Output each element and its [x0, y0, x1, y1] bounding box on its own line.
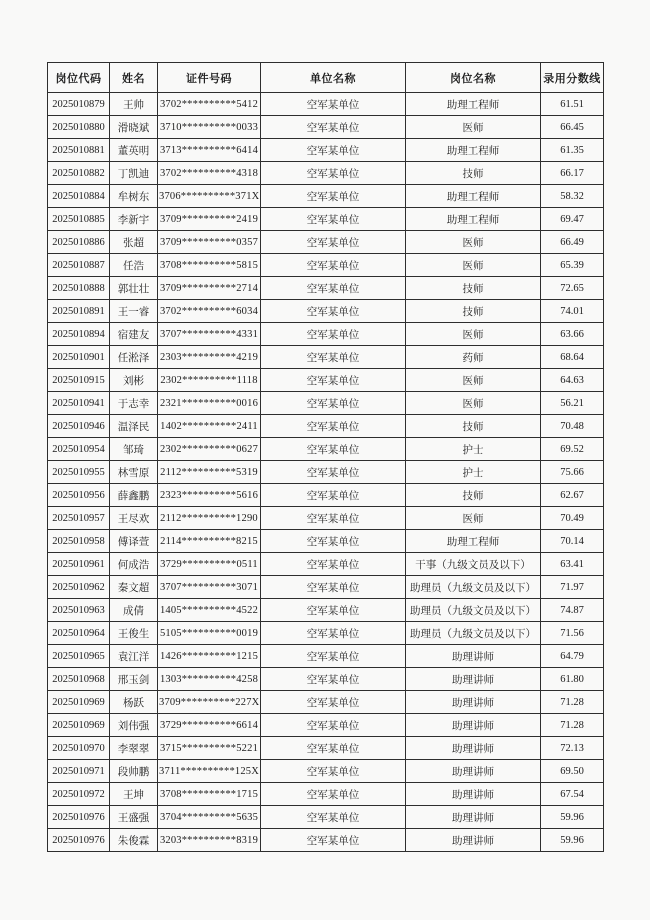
cell-name: 朱俊霖	[110, 829, 158, 852]
table-row	[48, 438, 604, 461]
cell-id_number: 3707**********3071	[158, 576, 261, 599]
cell-id_number: 3709**********2714	[158, 277, 261, 300]
cell-id_number: 3702**********6034	[158, 300, 261, 323]
table-row	[48, 139, 604, 162]
cell-code: 2025010955	[48, 461, 110, 484]
cell-unit: 空军某单位	[261, 783, 406, 806]
table-row	[48, 806, 604, 829]
cell-position: 医师	[406, 323, 541, 346]
cell-unit: 空军某单位	[261, 484, 406, 507]
table-row	[48, 737, 604, 760]
table-row	[48, 392, 604, 415]
cell-unit: 空军某单位	[261, 645, 406, 668]
table-row	[48, 369, 604, 392]
cell-score: 61.51	[541, 93, 604, 116]
cell-position: 技师	[406, 300, 541, 323]
cell-unit: 空军某单位	[261, 139, 406, 162]
cell-id_number: 2303**********4219	[158, 346, 261, 369]
cell-score: 66.17	[541, 162, 604, 185]
table-row	[48, 507, 604, 530]
recruitment-score-table	[47, 62, 604, 852]
cell-position: 助理讲师	[406, 645, 541, 668]
cell-position: 助理讲师	[406, 668, 541, 691]
cell-position: 助理员（九级文员及以下）	[406, 599, 541, 622]
cell-position: 护士	[406, 461, 541, 484]
cell-unit: 空军某单位	[261, 438, 406, 461]
cell-score: 63.66	[541, 323, 604, 346]
table-row	[48, 461, 604, 484]
cell-position: 医师	[406, 254, 541, 277]
cell-id_number: 3203**********8319	[158, 829, 261, 852]
cell-unit: 空军某单位	[261, 507, 406, 530]
cell-unit: 空军某单位	[261, 254, 406, 277]
cell-name: 王坤	[110, 783, 158, 806]
table-row	[48, 530, 604, 553]
cell-unit: 空军某单位	[261, 622, 406, 645]
cell-position: 助理讲师	[406, 829, 541, 852]
cell-code: 2025010946	[48, 415, 110, 438]
cell-score: 61.80	[541, 668, 604, 691]
cell-id_number: 2302**********0627	[158, 438, 261, 461]
cell-code: 2025010879	[48, 93, 110, 116]
table-row	[48, 346, 604, 369]
cell-name: 刘伟强	[110, 714, 158, 737]
table-row	[48, 277, 604, 300]
cell-name: 傅译萱	[110, 530, 158, 553]
table-row	[48, 162, 604, 185]
cell-score: 69.52	[541, 438, 604, 461]
cell-position: 医师	[406, 116, 541, 139]
cell-code: 2025010964	[48, 622, 110, 645]
cell-code: 2025010941	[48, 392, 110, 415]
cell-code: 2025010968	[48, 668, 110, 691]
cell-id_number: 3702**********5412	[158, 93, 261, 116]
col-header-code: 岗位代码	[48, 63, 110, 93]
table-row	[48, 553, 604, 576]
cell-unit: 空军某单位	[261, 323, 406, 346]
cell-score: 59.96	[541, 829, 604, 852]
table-row	[48, 714, 604, 737]
cell-code: 2025010881	[48, 139, 110, 162]
table-row	[48, 300, 604, 323]
cell-id_number: 3704**********5635	[158, 806, 261, 829]
cell-name: 王帅	[110, 93, 158, 116]
cell-name: 薛鑫鹏	[110, 484, 158, 507]
cell-name: 邹琦	[110, 438, 158, 461]
cell-unit: 空军某单位	[261, 829, 406, 852]
cell-unit: 空军某单位	[261, 760, 406, 783]
cell-code: 2025010886	[48, 231, 110, 254]
cell-position: 助理工程师	[406, 139, 541, 162]
cell-unit: 空军某单位	[261, 691, 406, 714]
cell-score: 71.97	[541, 576, 604, 599]
cell-score: 61.35	[541, 139, 604, 162]
cell-score: 59.96	[541, 806, 604, 829]
cell-name: 郭壮壮	[110, 277, 158, 300]
table-row	[48, 116, 604, 139]
table-row	[48, 645, 604, 668]
col-header-id-number: 证件号码	[158, 63, 261, 93]
cell-name: 温泽民	[110, 415, 158, 438]
cell-id_number: 3709**********0357	[158, 231, 261, 254]
cell-name: 李翠翠	[110, 737, 158, 760]
table-row	[48, 829, 604, 852]
cell-score: 70.48	[541, 415, 604, 438]
cell-id_number: 3729**********6614	[158, 714, 261, 737]
cell-code: 2025010880	[48, 116, 110, 139]
cell-name: 成倩	[110, 599, 158, 622]
cell-id_number: 2112**********5319	[158, 461, 261, 484]
cell-position: 药师	[406, 346, 541, 369]
cell-position: 医师	[406, 392, 541, 415]
cell-position: 干事（九级文员及以下）	[406, 553, 541, 576]
cell-position: 助理讲师	[406, 737, 541, 760]
cell-unit: 空军某单位	[261, 806, 406, 829]
cell-name: 宿建友	[110, 323, 158, 346]
table-row	[48, 323, 604, 346]
table-body	[48, 93, 604, 852]
cell-name: 任淞泽	[110, 346, 158, 369]
cell-unit: 空军某单位	[261, 346, 406, 369]
cell-code: 2025010970	[48, 737, 110, 760]
cell-code: 2025010901	[48, 346, 110, 369]
cell-id_number: 3710**********0033	[158, 116, 261, 139]
cell-unit: 空军某单位	[261, 300, 406, 323]
cell-unit: 空军某单位	[261, 185, 406, 208]
cell-code: 2025010958	[48, 530, 110, 553]
cell-position: 技师	[406, 415, 541, 438]
table-row	[48, 691, 604, 714]
cell-unit: 空军某单位	[261, 277, 406, 300]
cell-code: 2025010963	[48, 599, 110, 622]
cell-code: 2025010954	[48, 438, 110, 461]
cell-position: 助理讲师	[406, 783, 541, 806]
cell-id_number: 3709**********227X	[158, 691, 261, 714]
cell-name: 王尽欢	[110, 507, 158, 530]
cell-name: 杨跃	[110, 691, 158, 714]
cell-id_number: 3708**********5815	[158, 254, 261, 277]
col-header-position: 岗位名称	[406, 63, 541, 93]
cell-score: 71.56	[541, 622, 604, 645]
cell-score: 74.87	[541, 599, 604, 622]
cell-unit: 空军某单位	[261, 392, 406, 415]
cell-code: 2025010961	[48, 553, 110, 576]
cell-score: 70.49	[541, 507, 604, 530]
col-header-score: 录用分数线	[541, 63, 604, 93]
cell-id_number: 3706**********371X	[158, 185, 261, 208]
cell-unit: 空军某单位	[261, 714, 406, 737]
table-row	[48, 484, 604, 507]
cell-name: 王俊生	[110, 622, 158, 645]
cell-score: 74.01	[541, 300, 604, 323]
table-header-row	[48, 63, 604, 93]
table-row	[48, 783, 604, 806]
cell-name: 段帅鹏	[110, 760, 158, 783]
cell-name: 秦文超	[110, 576, 158, 599]
cell-score: 62.67	[541, 484, 604, 507]
cell-unit: 空军某单位	[261, 668, 406, 691]
cell-name: 林雪原	[110, 461, 158, 484]
table-row	[48, 760, 604, 783]
cell-score: 67.54	[541, 783, 604, 806]
cell-id_number: 1402**********2411	[158, 415, 261, 438]
cell-id_number: 3708**********1715	[158, 783, 261, 806]
cell-name: 袁江洋	[110, 645, 158, 668]
cell-code: 2025010894	[48, 323, 110, 346]
cell-score: 70.14	[541, 530, 604, 553]
table-row	[48, 576, 604, 599]
cell-id_number: 1303**********4258	[158, 668, 261, 691]
cell-id_number: 1426**********1215	[158, 645, 261, 668]
cell-unit: 空军某单位	[261, 461, 406, 484]
cell-position: 助理工程师	[406, 208, 541, 231]
table-row	[48, 231, 604, 254]
cell-unit: 空军某单位	[261, 737, 406, 760]
cell-score: 71.28	[541, 691, 604, 714]
cell-id_number: 3715**********5221	[158, 737, 261, 760]
table-row	[48, 599, 604, 622]
cell-position: 技师	[406, 484, 541, 507]
cell-name: 丁凯迪	[110, 162, 158, 185]
cell-position: 助理员（九级文员及以下）	[406, 622, 541, 645]
cell-id_number: 5105**********0019	[158, 622, 261, 645]
cell-position: 助理工程师	[406, 93, 541, 116]
cell-score: 75.66	[541, 461, 604, 484]
cell-name: 滑晓斌	[110, 116, 158, 139]
cell-id_number: 2112**********1290	[158, 507, 261, 530]
cell-unit: 空军某单位	[261, 116, 406, 139]
cell-score: 72.13	[541, 737, 604, 760]
cell-id_number: 3729**********0511	[158, 553, 261, 576]
cell-score: 66.49	[541, 231, 604, 254]
cell-id_number: 2321**********0016	[158, 392, 261, 415]
cell-score: 64.79	[541, 645, 604, 668]
cell-code: 2025010976	[48, 829, 110, 852]
cell-unit: 空军某单位	[261, 553, 406, 576]
cell-score: 63.41	[541, 553, 604, 576]
cell-code: 2025010888	[48, 277, 110, 300]
col-header-name: 姓名	[110, 63, 158, 93]
cell-code: 2025010956	[48, 484, 110, 507]
cell-score: 66.45	[541, 116, 604, 139]
cell-code: 2025010891	[48, 300, 110, 323]
cell-code: 2025010885	[48, 208, 110, 231]
cell-code: 2025010962	[48, 576, 110, 599]
cell-position: 助理讲师	[406, 806, 541, 829]
cell-score: 64.63	[541, 369, 604, 392]
cell-unit: 空军某单位	[261, 93, 406, 116]
cell-code: 2025010882	[48, 162, 110, 185]
cell-score: 69.50	[541, 760, 604, 783]
cell-unit: 空军某单位	[261, 231, 406, 254]
cell-name: 董英明	[110, 139, 158, 162]
cell-name: 王盛强	[110, 806, 158, 829]
cell-position: 技师	[406, 277, 541, 300]
cell-score: 58.32	[541, 185, 604, 208]
cell-code: 2025010887	[48, 254, 110, 277]
cell-unit: 空军某单位	[261, 208, 406, 231]
cell-score: 72.65	[541, 277, 604, 300]
cell-position: 助理工程师	[406, 185, 541, 208]
cell-position: 助理讲师	[406, 714, 541, 737]
cell-position: 医师	[406, 507, 541, 530]
table-row	[48, 185, 604, 208]
cell-name: 于志幸	[110, 392, 158, 415]
table-row	[48, 208, 604, 231]
cell-code: 2025010969	[48, 714, 110, 737]
cell-unit: 空军某单位	[261, 599, 406, 622]
cell-position: 助理员（九级文员及以下）	[406, 576, 541, 599]
cell-name: 任浩	[110, 254, 158, 277]
cell-name: 王一睿	[110, 300, 158, 323]
cell-position: 医师	[406, 369, 541, 392]
cell-id_number: 3713**********6414	[158, 139, 261, 162]
table-row	[48, 668, 604, 691]
cell-id_number: 3709**********2419	[158, 208, 261, 231]
cell-name: 李新宇	[110, 208, 158, 231]
cell-id_number: 2323**********5616	[158, 484, 261, 507]
cell-unit: 空军某单位	[261, 162, 406, 185]
cell-score: 65.39	[541, 254, 604, 277]
cell-id_number: 1405**********4522	[158, 599, 261, 622]
table-row	[48, 622, 604, 645]
cell-position: 技师	[406, 162, 541, 185]
cell-score: 71.28	[541, 714, 604, 737]
cell-id_number: 3702**********4318	[158, 162, 261, 185]
cell-code: 2025010957	[48, 507, 110, 530]
cell-name: 邢玉剑	[110, 668, 158, 691]
table-row	[48, 415, 604, 438]
cell-code: 2025010971	[48, 760, 110, 783]
cell-code: 2025010972	[48, 783, 110, 806]
cell-unit: 空军某单位	[261, 415, 406, 438]
cell-code: 2025010884	[48, 185, 110, 208]
cell-position: 助理讲师	[406, 691, 541, 714]
cell-position: 护士	[406, 438, 541, 461]
cell-position: 助理讲师	[406, 760, 541, 783]
cell-name: 牟树东	[110, 185, 158, 208]
cell-name: 何成浩	[110, 553, 158, 576]
cell-unit: 空军某单位	[261, 576, 406, 599]
cell-id_number: 3707**********4331	[158, 323, 261, 346]
cell-position: 助理工程师	[406, 530, 541, 553]
cell-id_number: 3711**********125X	[158, 760, 261, 783]
cell-unit: 空军某单位	[261, 530, 406, 553]
cell-score: 69.47	[541, 208, 604, 231]
col-header-unit: 单位名称	[261, 63, 406, 93]
cell-position: 医师	[406, 231, 541, 254]
cell-id_number: 2114**********8215	[158, 530, 261, 553]
cell-id_number: 2302**********1118	[158, 369, 261, 392]
cell-code: 2025010969	[48, 691, 110, 714]
cell-code: 2025010976	[48, 806, 110, 829]
table-row	[48, 93, 604, 116]
cell-code: 2025010915	[48, 369, 110, 392]
cell-code: 2025010965	[48, 645, 110, 668]
cell-score: 68.64	[541, 346, 604, 369]
cell-unit: 空军某单位	[261, 369, 406, 392]
cell-name: 张超	[110, 231, 158, 254]
cell-name: 刘彬	[110, 369, 158, 392]
cell-score: 56.21	[541, 392, 604, 415]
table-row	[48, 254, 604, 277]
